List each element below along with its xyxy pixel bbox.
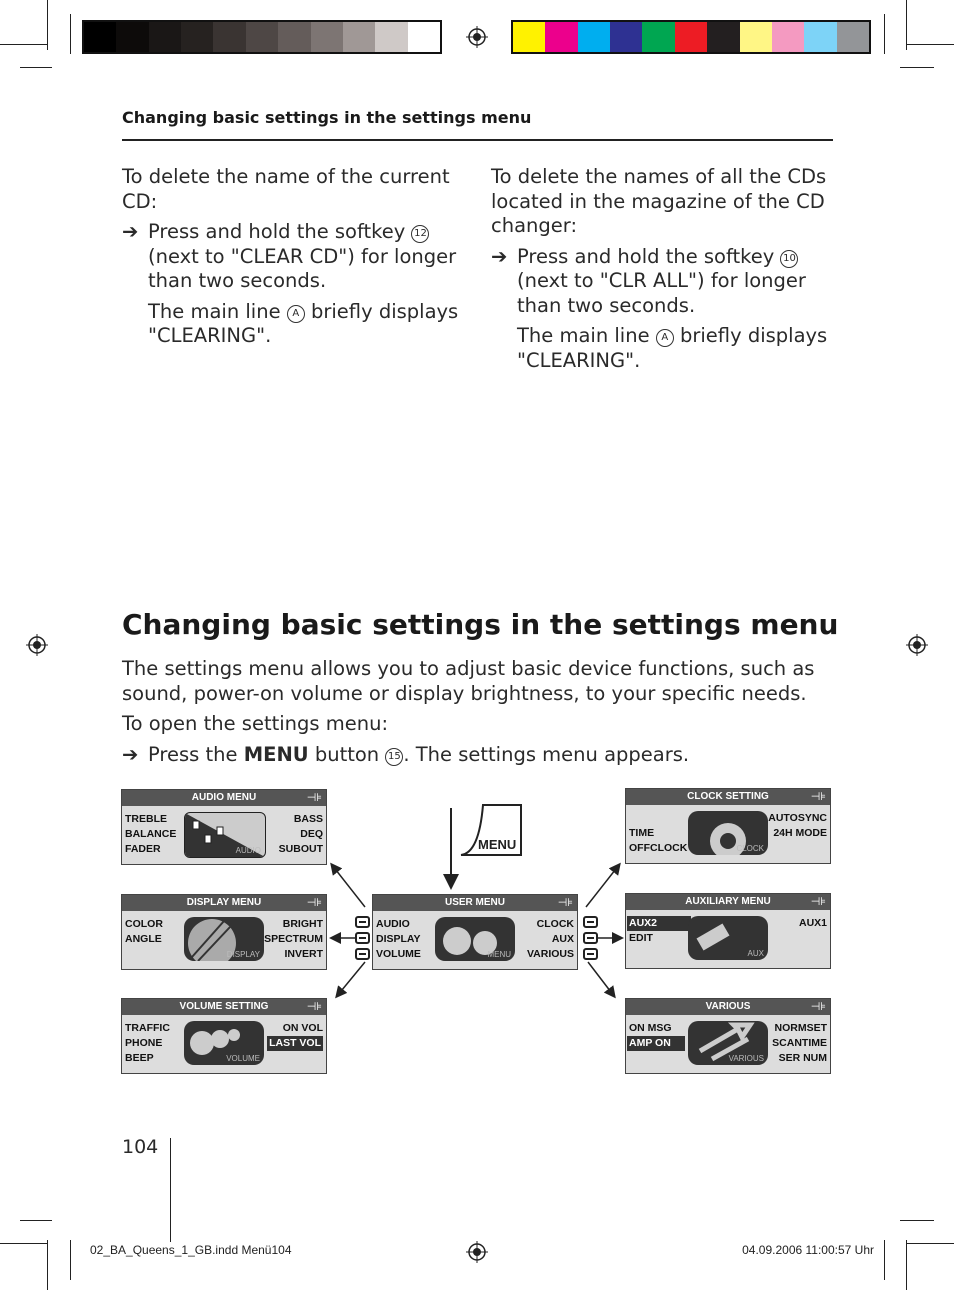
left-column [122, 165, 462, 355]
color-swatch [675, 22, 707, 52]
screen-title: CLOCK SETTING [626, 789, 830, 805]
audio-equalizer-icon: AUDIO [184, 812, 266, 858]
color-swatch [278, 22, 310, 52]
crop-mark [70, 14, 71, 54]
crop-mark [0, 1243, 47, 1244]
crop-mark [906, 1243, 954, 1244]
display-icon: DISPLAY [184, 917, 264, 961]
right-column [491, 165, 831, 379]
color-swatch [408, 22, 440, 52]
page-number: 104 [122, 1136, 159, 1158]
crop-mark [906, 1240, 907, 1290]
menu-key-label: MENU [478, 837, 517, 852]
clock-icon: CLOCK [688, 811, 768, 855]
various-arrows-icon: VARIOUS [688, 1021, 768, 1065]
screen-title: AUDIO MENU [122, 790, 326, 806]
left-step: ➔ Press and hold the softkey 12 (next to "CLEAR CD") for longer than two seconds. [122, 220, 457, 292]
plug-icon: ⊣⊧ [306, 897, 322, 909]
color-swatch [84, 22, 116, 52]
user-menu-icon: MENU [435, 917, 515, 961]
color-swatch [837, 22, 869, 52]
footer-date: 04.09.2006 11:00:57 Uhr [742, 1243, 874, 1257]
page-number-rule [170, 1138, 171, 1242]
main-line-letter: A [287, 305, 305, 323]
crop-mark [20, 1220, 52, 1221]
plug-icon: ⊣⊧ [810, 791, 826, 803]
registration-mark-icon [906, 634, 928, 656]
crop-mark [70, 1240, 71, 1280]
screen-various: VARIOUS ⊣⊧ ON MSG AMP ON NORMSET SCANTIME SER NUM VARIOUS [625, 998, 831, 1074]
softkey-button[interactable] [355, 916, 370, 928]
plug-icon: ⊣⊧ [810, 896, 826, 908]
registration-mark-icon [466, 26, 488, 48]
softkey-number: 12 [411, 225, 429, 243]
crop-mark [906, 44, 954, 45]
softkey-button[interactable] [583, 916, 598, 928]
screen-title: AUXILIARY MENU [626, 894, 830, 910]
registration-mark-icon [26, 634, 48, 656]
screen-title: VARIOUS [626, 999, 830, 1015]
color-swatch [707, 22, 739, 52]
plug-icon: ⊣⊧ [306, 1001, 322, 1013]
screen-user-menu: USER MENU ⊣⊧ AUDIO DISPLAY VOLUME CLOCK AUX VARIOUS MENU [372, 894, 578, 970]
section-para-1: The settings menu allows you to adjust basic device functions, such as sound, power-on volume or display brightness, to your specific needs. [122, 657, 815, 705]
crop-mark [47, 0, 48, 50]
color-swatch [311, 22, 343, 52]
screen-title: DISPLAY MENU [122, 895, 326, 911]
registration-mark-icon [466, 1241, 488, 1263]
screen-auxiliary-menu: AUXILIARY MENU ⊣⊧ AUX2 EDIT AUX1 AUX [625, 893, 831, 969]
plug-icon: ⊣⊧ [810, 1001, 826, 1013]
footer-file: 02_BA_Queens_1_GB.indd Menü104 [90, 1243, 292, 1257]
screen-display-menu: DISPLAY MENU ⊣⊧ COLOR ANGLE BRIGHT SPECTRUM INVERT DISPLAY [121, 894, 327, 970]
arrow-icon: ➔ [122, 220, 139, 243]
right-step: ➔ Press and hold the softkey 10 (next to "CLR ALL") for longer than two seconds. [491, 244, 806, 317]
section-para-2: To open the settings menu: [122, 712, 389, 735]
crop-mark [884, 14, 885, 54]
screen-audio-menu: AUDIO MENU ⊣⊧ TREBLE BALANCE FADER BASS DEQ SUBOUT AUDIO [121, 789, 327, 865]
crop-mark [900, 1220, 934, 1221]
section-title: Changing basic settings in the settings menu [122, 608, 839, 641]
color-swatch [343, 22, 375, 52]
running-header: Changing basic settings in the settings menu [122, 108, 532, 127]
softkey-number: 10 [780, 250, 798, 268]
right-result: The main line A briefly displays "CLEARING". [517, 324, 828, 372]
screen-clock-setting: CLOCK SETTING ⊣⊧ TIME OFFCLOCK AUTOSYNC 24H MODE CLOCK [625, 788, 831, 864]
color-swatch [213, 22, 245, 52]
color-swatch [149, 22, 181, 52]
color-swatch [513, 22, 545, 52]
section-step: ➔ Press the MENU button 15 . The settings menu appears. [122, 742, 690, 766]
crop-mark [0, 44, 47, 45]
color-swatch [772, 22, 804, 52]
arrow-icon: ➔ [122, 742, 139, 766]
color-swatch [545, 22, 577, 52]
volume-icon: VOLUME [184, 1021, 264, 1065]
crop-mark [900, 67, 934, 68]
color-swatch [246, 22, 278, 52]
color-swatch [610, 22, 642, 52]
plug-icon: ⊣⊧ [557, 897, 573, 909]
arrow-icon: ➔ [491, 244, 508, 268]
color-swatch [804, 22, 836, 52]
section-body [122, 657, 842, 767]
softkey-button[interactable] [583, 932, 598, 944]
crop-mark [906, 0, 907, 50]
softkey-button[interactable] [355, 948, 370, 960]
crop-mark [20, 67, 52, 68]
color-swatch [740, 22, 772, 52]
color-swatch [642, 22, 674, 52]
screen-title: USER MENU [373, 895, 577, 911]
left-result: The main line A briefly displays "CLEARING". [148, 299, 459, 347]
grayscale-bar [82, 20, 442, 54]
header-rule [122, 139, 833, 141]
crop-mark [47, 1240, 48, 1290]
color-swatch [375, 22, 407, 52]
right-intro: To delete the names of all the CDs located in the magazine of the CD changer: [491, 165, 827, 237]
softkey-button[interactable] [355, 932, 370, 944]
crop-mark [884, 1240, 885, 1280]
screen-title: VOLUME SETTING [122, 999, 326, 1015]
color-swatch [181, 22, 213, 52]
color-swatch [578, 22, 610, 52]
plug-icon: ⊣⊧ [306, 792, 322, 804]
button-number: 15 [385, 748, 403, 766]
softkey-button[interactable] [583, 948, 598, 960]
color-bar [511, 20, 871, 54]
aux-cable-icon: AUX [688, 916, 768, 960]
screen-volume-setting: VOLUME SETTING ⊣⊧ TRAFFIC PHONE BEEP ON VOL LAST VOL VOLUME [121, 998, 327, 1074]
menu-keyword: MENU [243, 742, 309, 766]
color-swatch [116, 22, 148, 52]
left-intro: To delete the name of the current CD: [122, 165, 450, 213]
main-line-letter: A [656, 329, 674, 347]
